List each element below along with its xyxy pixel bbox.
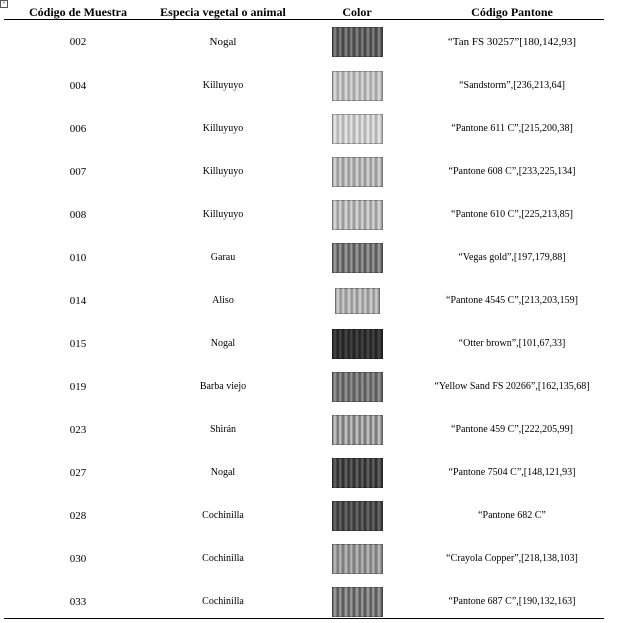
species-name: Garau: [210, 252, 236, 263]
table-row: [4, 322, 604, 365]
sample-code: 010: [69, 251, 87, 264]
table-row: [4, 580, 604, 623]
color-cell: [294, 580, 420, 623]
color-cell: [294, 64, 420, 107]
species-name: Cochinilla: [202, 596, 244, 607]
header-codigo-muestra: Código de Muestra: [29, 5, 127, 19]
table-row: [4, 537, 604, 580]
sample-code: 014: [69, 294, 87, 307]
species-name: Nogal: [210, 467, 236, 478]
pantone-code: “Yellow Sand FS 20266”,[162,135,68]: [434, 381, 590, 392]
pantone-code: “Pantone 4545 C”,[213,203,159]: [446, 295, 578, 306]
color-cell: [294, 537, 420, 580]
table-row: [4, 408, 604, 451]
header-color: Color: [342, 5, 372, 19]
table-row: [4, 20, 604, 64]
pantone-code: “Pantone 611 C”,[215,200,38]: [451, 123, 573, 134]
species-name: Barba viejo: [199, 381, 247, 392]
pantone-code: “Tan FS 30257”[180,142,93]: [447, 36, 577, 48]
sample-code: 033: [69, 595, 87, 608]
yarn-color-swatch: [332, 27, 383, 57]
yarn-color-swatch: [332, 544, 383, 574]
pantone-code: “Crayola Copper”,[218,138,103]: [446, 553, 578, 564]
sample-code: 023: [69, 423, 87, 436]
species-name: Nogal: [209, 36, 237, 48]
table-row: [4, 365, 604, 408]
table-row: [4, 236, 604, 279]
table-row: [4, 279, 604, 322]
species-name: Cochinilla: [202, 553, 244, 564]
sample-code: 008: [69, 208, 87, 221]
species-name: Nogal: [210, 338, 236, 349]
pantone-code: “Otter brown”,[101,67,33]: [458, 338, 566, 349]
pantone-code: “Sandstorm”,[236,213,64]: [459, 80, 565, 91]
pantone-code: “Pantone 459 C”,[222,205,99]: [451, 424, 573, 435]
yarn-color-swatch: [332, 372, 383, 402]
header-codigo-pantone: Código Pantone: [471, 5, 553, 19]
species-name: Aliso: [212, 295, 234, 306]
yarn-color-swatch: [332, 114, 383, 144]
yarn-color-swatch: [335, 288, 380, 314]
color-cell: [294, 322, 420, 365]
sample-code: 007: [69, 165, 87, 178]
pantone-code: “Pantone 7504 C”,[148,121,93]: [448, 467, 576, 478]
sample-code: 015: [69, 337, 87, 350]
color-cell: [294, 365, 420, 408]
color-cell: [294, 193, 420, 236]
yarn-color-swatch: [332, 71, 383, 101]
species-name: Killuyuyo: [202, 166, 244, 177]
species-name: Shirán: [209, 424, 237, 435]
yarn-color-swatch: [332, 501, 383, 531]
color-cell: [294, 279, 420, 322]
yarn-color-swatch: [332, 458, 383, 488]
table-row: [4, 494, 604, 537]
table-move-handle-icon[interactable]: +: [0, 0, 8, 8]
table-header-row: [4, 5, 604, 20]
sample-code: 002: [69, 36, 87, 48]
sample-code: 028: [69, 509, 87, 522]
color-cell: [294, 20, 420, 64]
yarn-color-swatch: [332, 200, 383, 230]
pantone-table: [4, 5, 604, 623]
color-cell: [294, 150, 420, 193]
sample-code: 019: [69, 380, 87, 393]
yarn-color-swatch: [332, 587, 383, 617]
pantone-code: “Vegas gold”,[197,179,88]: [458, 252, 566, 263]
color-cell: [294, 494, 420, 537]
color-cell: [294, 236, 420, 279]
pantone-code: “Pantone 682 C”: [478, 510, 546, 521]
yarn-color-swatch: [332, 243, 383, 273]
color-cell: [294, 451, 420, 494]
pantone-code: “Pantone 608 C”,[233,225,134]: [448, 166, 576, 177]
color-cell: [294, 107, 420, 150]
yarn-color-swatch: [332, 157, 383, 187]
yarn-color-swatch: [332, 329, 383, 359]
color-cell: [294, 408, 420, 451]
table-row: [4, 107, 604, 150]
species-name: Killuyuyo: [202, 209, 244, 220]
pantone-code: “Pantone 687 C”,[190,132,163]: [448, 596, 576, 607]
table-row: [4, 193, 604, 236]
species-name: Killuyuyo: [202, 123, 244, 134]
header-especie: Especia vegetal o animal: [160, 5, 286, 19]
species-name: Cochinilla: [202, 510, 244, 521]
sample-code: 027: [69, 466, 87, 479]
table-row: [4, 64, 604, 107]
pantone-code: “Pantone 610 C”,[225,213,85]: [451, 209, 573, 220]
sample-code: 004: [69, 79, 87, 92]
species-name: Killuyuyo: [202, 80, 244, 91]
table-row: [4, 451, 604, 494]
table-row: [4, 150, 604, 193]
sample-code: 030: [69, 552, 87, 565]
yarn-color-swatch: [332, 415, 383, 445]
sample-code: 006: [69, 122, 87, 135]
